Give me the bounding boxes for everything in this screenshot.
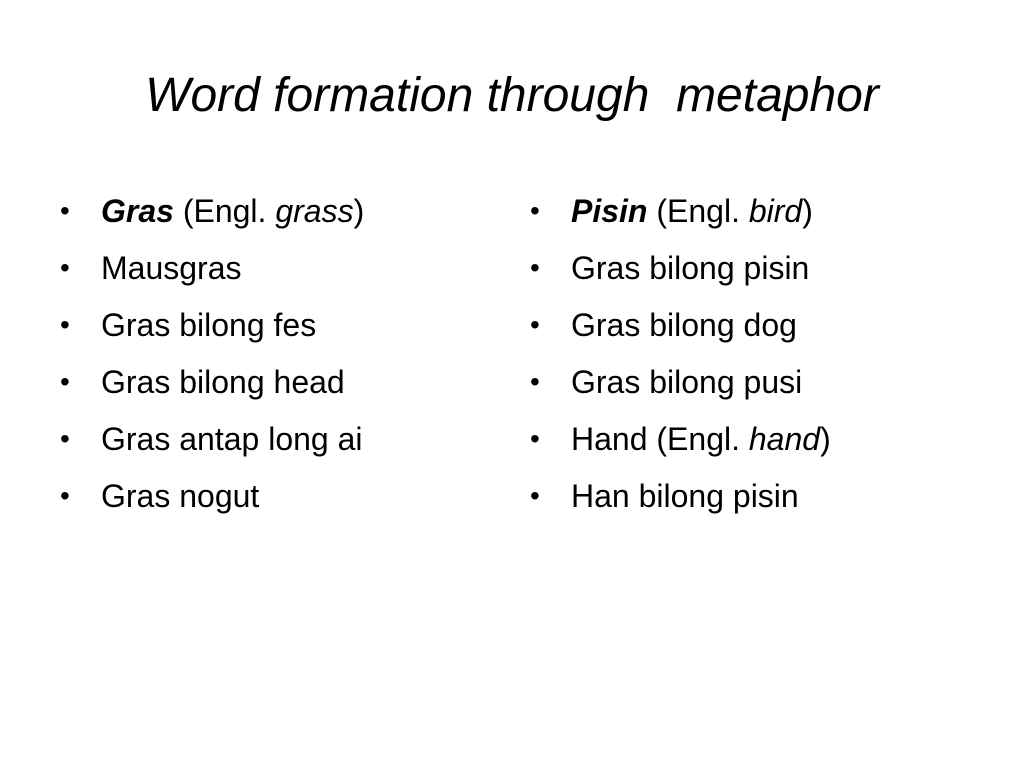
- list-item: [530, 414, 990, 471]
- slide-title: Word formation through metaphor: [145, 69, 879, 122]
- list-item: [60, 357, 500, 414]
- bullet-icon: •: [60, 309, 70, 340]
- term-text: Gras antap long ai: [101, 421, 363, 457]
- english-gloss: grass: [275, 193, 354, 229]
- english-gloss: bird: [748, 193, 803, 229]
- term-text: Gras bilong dog: [571, 307, 797, 343]
- term-headword: Pisin: [571, 193, 648, 229]
- left-bullet-list: [60, 186, 500, 528]
- bullet-icon: •: [530, 366, 540, 397]
- term-text: Han bilong pisin: [571, 478, 799, 514]
- gloss-suffix: ): [353, 193, 365, 229]
- bullet-icon: •: [60, 423, 70, 454]
- bullet-icon: •: [60, 366, 70, 397]
- bullet-icon: •: [530, 252, 540, 283]
- bullet-icon: •: [530, 480, 540, 511]
- right-bullet-list: [530, 186, 990, 528]
- bullet-icon: •: [60, 252, 70, 283]
- list-item: [60, 243, 500, 300]
- gloss-prefix: (Engl.: [647, 193, 749, 229]
- term-text: Gras bilong pusi: [571, 364, 803, 400]
- list-item: [530, 471, 990, 528]
- list-item: [530, 186, 990, 243]
- bullet-icon: •: [530, 195, 540, 226]
- list-item: [530, 243, 990, 300]
- english-gloss: hand: [748, 421, 821, 457]
- bullet-icon: •: [530, 423, 540, 454]
- list-item: [530, 357, 990, 414]
- gloss-suffix: ): [802, 193, 813, 229]
- list-item: [530, 300, 990, 357]
- list-item: [60, 414, 500, 471]
- bullet-icon: •: [60, 480, 70, 511]
- term-text: Mausgras: [101, 250, 242, 286]
- term-text: Gras bilong fes: [101, 307, 317, 343]
- term-text: Gras bilong head: [101, 364, 345, 400]
- bullet-icon: •: [60, 195, 70, 226]
- list-item: [60, 471, 500, 528]
- term-text: Gras bilong pisin: [571, 250, 810, 286]
- bullet-icon: •: [530, 309, 540, 340]
- term-text: Gras nogut: [101, 478, 260, 514]
- gloss-prefix: (Engl.: [173, 193, 276, 229]
- gloss-suffix: ): [820, 421, 831, 457]
- list-item: [60, 300, 500, 357]
- list-item: [60, 186, 500, 243]
- term-headword: Gras: [101, 193, 174, 229]
- term-text: Hand (Engl.: [571, 421, 749, 457]
